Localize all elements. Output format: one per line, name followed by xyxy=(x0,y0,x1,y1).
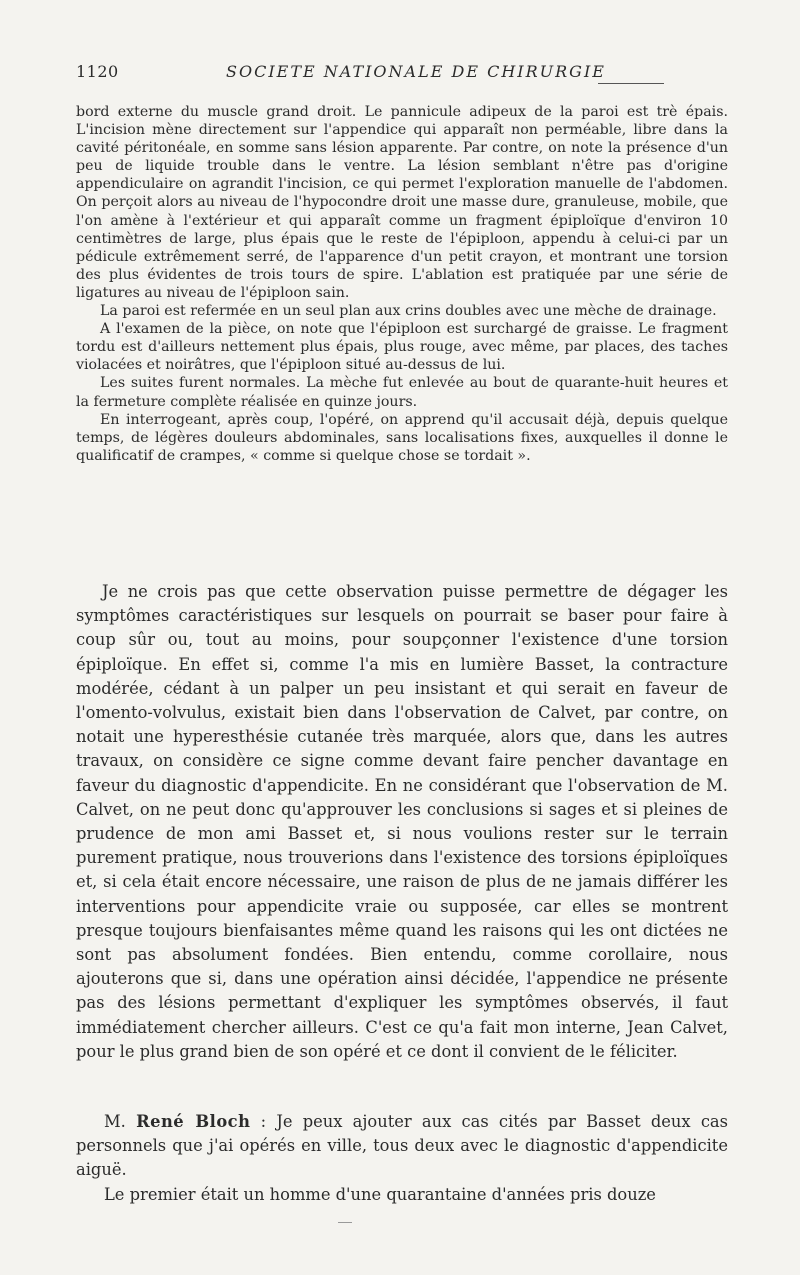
paragraph-examination: A l'examen de la pièce, on note que l'épiploon est surchargé de graisse. Le fragment tordu est d'ailleurs nettement plus épais, plus rouge, avec même, par places, des taches violacées et noirâtres, que l'épiploon situé au-dessus de lui. xyxy=(76,321,728,374)
paragraph-discussion: Je ne crois pas que cette observation puisse permettre de dégager les symptômes caractéristiques sur lesquels on pourrait se baser pour faire à coup sûr ou, tout au moins, pour soupçonner l'existence d'une torsion épiploïque. En effet si, comme l'a mis en lumière Basset, la contracture modérée, cédant à un palper un peu insistant et qui serait en faveur de l'omento-volvulus, existait bien dans l'observation de Calvet, par contre, on notait une hyperesthésie cutanée très marquée, alors que, dans les autres travaux, on considère ce signe comme devant faire pencher davantage en faveur du diagnostic d'appendicite. En ne considérant que l'observation de M. Calvet, on ne peut donc qu'approuver les conclusions si sages et si pleines de prudence de mon ami Basset et, si nous voulions rester sur le terrain purement pratique, nous trouverions dans l'existence des torsions épiploïques et, si cela était encore nécessaire, une raison de plus de ne jamais différer les interventions pour appendicite vraie ou supposée, car elles se montrent presque toujours bienfaisantes même quand les raisons qui les ont dictées ne sont pas absolument fondées. Bien entendu, comme corollaire, nous ajouterons que si, dans une opération ainsi décidée, l'appendice ne présente pas des lésions permettant d'expliquer les symptômes observés, il faut immédiatement chercher ailleurs. C'est ce qu'a fait mon interne, Jean Calvet, pour le plus grand bien de son opéré et ce dont il convient de le féliciter. xyxy=(76,582,728,1061)
paragraph-bloch xyxy=(76,1110,728,1183)
case-report-block xyxy=(76,103,728,465)
paragraph-recovery: Les suites furent normales. La mèche fut enlevée au bout de quarante-huit heures et la fermeture complète réalisée en quinze jours. xyxy=(76,375,728,410)
header-rule xyxy=(598,83,664,84)
speaker-prefix: M. xyxy=(104,1112,137,1131)
paragraph-operation: bord externe du muscle grand droit. Le pannicule adipeux de la paroi est trè épais. L'incision mène directement sur l'appendice qui apparaît non perméable, libre dans la cavité péritonéale, en somme sans lésion apparente. Par contre, on note la présence d'un peu de liquide trouble dans le ventre. La lésion semblant n'être pas d'origine appendiculaire on agrandit l'incision, ce qui permet l'exploration manuelle de l'abdomen. On perçoit alors au niveau de l'hypocondre droit une masse dure, granuleuse, mobile, que l'on amène à l'extérieur et qui apparaît comme un fragment épiploïque d'environ 10 centimètres de large, plus épais que le reste de l'épiploon, appendu à celui-ci par un pédicule extrêmement serré, de l'apparence d'un petit crayon, et montrant une torsion des plus évidentes de trois tours de spire. L'ablation est pratiquée par une série de ligatures au niveau de l'épiploon sain. xyxy=(76,104,728,301)
bloch-intervention xyxy=(76,1110,728,1207)
running-title: SOCIETE NATIONALE DE CHIRURGIE xyxy=(226,62,606,81)
page-number: 1120 xyxy=(76,62,119,81)
speaker-statement: : Je peux ajouter aux cas cités par Basset deux cas personnels que j'ai opérés en ville, tous deux avec le diagnostic d'appendicite aiguë. xyxy=(76,1112,728,1180)
paragraph-first-case: Le premier était un homme d'une quarantaine d'années pris douze xyxy=(104,1184,656,1204)
page-header xyxy=(76,62,726,88)
paragraph-closure: La paroi est refermée en un seul plan aux crins doubles avec une mèche de drainage. xyxy=(100,303,717,320)
discussion-block xyxy=(76,580,728,1064)
speaker-name: René Bloch xyxy=(136,1112,251,1131)
bottom-mark xyxy=(338,1222,352,1223)
paragraph-history: En interrogeant, après coup, l'opéré, on apprend qu'il accusait déjà, depuis quelque temps, de légères douleurs abdominales, sans localisations fixes, auxquelles il donne le qualificatif de crampes, « comme si quelque chose se tordait ». xyxy=(76,411,728,464)
